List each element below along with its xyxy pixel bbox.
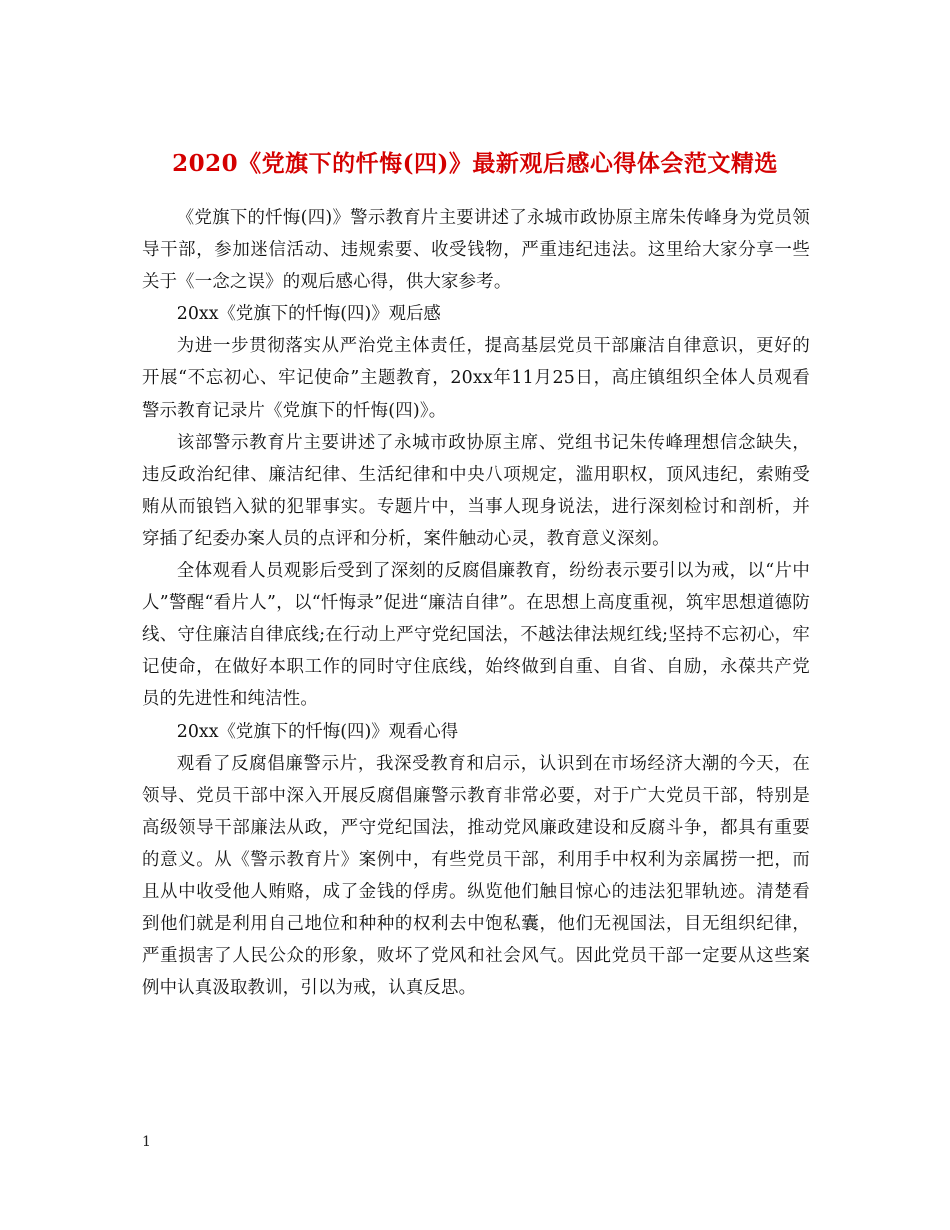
page-number: 1 xyxy=(142,1134,151,1150)
document-title: 2020《党旗下的忏悔(四)》最新观后感心得体会范文精选 xyxy=(172,150,778,178)
section-heading-insights: 20xx《党旗下的忏悔(四)》观看心得 xyxy=(176,721,459,742)
document-body xyxy=(142,202,810,1004)
body-paragraph: 该部警示教育片主要讲述了永城市政协原主席、党组书记朱传峰理想信念缺失，违反政治纪律、廉洁纪律、生活纪律和中央八项规定，滥用职权，顶风违纪，索贿受贿从而锒铛入狱的犯罪事实。专题片中，当事人现身说法，进行深刻检讨和剖析，并穿插了纪委办案人员的点评和分析，案件触动心灵，教育意义深刻。 xyxy=(142,432,810,549)
section-heading-review: 20xx《党旗下的忏悔(四)》观后感 xyxy=(176,304,441,325)
body-paragraph: 为进一步贯彻落实从严治党主体责任，提高基层党员干部廉洁自律意识，更好的开展“不忘初心、牢记使命”主题教育，20xx年11月25日，高庄镇组织全体人员观看警示教育记录片《党旗下的忏悔(四)》。 xyxy=(142,336,810,421)
body-paragraph: 观看了反腐倡廉警示片，我深受教育和启示，认识到在市场经济大潮的今天，在领导、党员干部中深入开展反腐倡廉警示教育非常必要，对于广大党员干部，特别是高级领导干部廉法从政，严守党纪国法，推动党风廉政建设和反腐斗争，都具有重要的意义。从《警示教育片》案例中，有些党员干部，利用手中权利为亲属捞一把，而且从中收受他人贿赂，成了金钱的俘虏。纵览他们触目惊心的违法犯罪轨迹。清楚看到他们就是利用自己地位和种种的权利去中饱私囊，他们无视国法，目无组织纪律，严重损害了人民公众的形象，败坏了党风和社会风气。因此党员干部一定要从这些案例中认真汲取教训，引以为戒，认真反思。 xyxy=(142,753,810,999)
intro-paragraph: 《党旗下的忏悔(四)》警示教育片主要讲述了永城市政协原主席朱传峰身为党员领导干部，参加迷信活动、违规索要、收受钱物，严重违纪违法。这里给大家分享一些关于《一念之误》的观后感心得，供大家参考。 xyxy=(142,208,810,293)
body-paragraph: 全体观看人员观影后受到了深刻的反腐倡廉教育，纷纷表示要引以为戒，以“片中人”警醒“看片人”，以“忏悔录”促进“廉洁自律”。在思想上高度重视，筑牢思想道德防线、守住廉洁自律底线;在行动上严守党纪国法，不越法律法规红线;坚持不忘初心，牢记使命，在做好本职工作的同时守住底线，始终做到自重、自省、自励，永葆共产党员的先进性和纯洁性。 xyxy=(142,561,810,710)
